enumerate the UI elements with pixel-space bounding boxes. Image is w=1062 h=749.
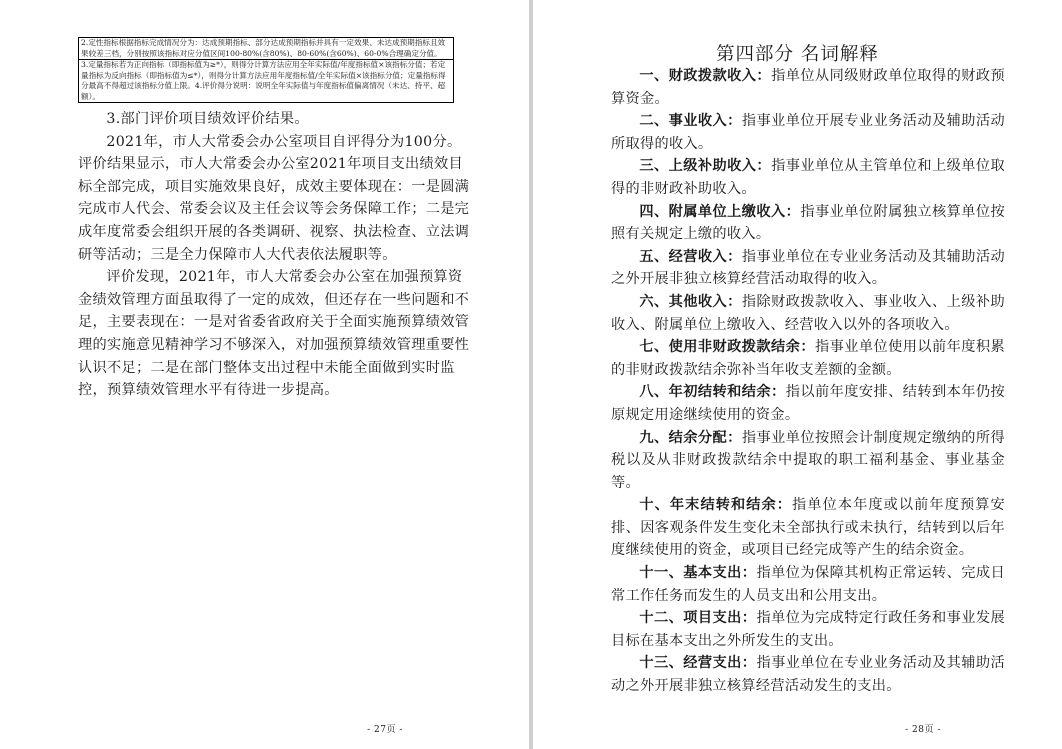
glossary-term: 十二、项目支出： [639, 610, 757, 627]
glossary-entry [611, 494, 1005, 562]
glossary-definition: 指事业单位按照会计制度规定缴纳的所得税以及从非财政拨款结余中提取的职工福利基金、事业基金等。 [611, 429, 1006, 491]
note-cell: 3.定量指标若为正向指标（即指标值为≥*），则得分计算方法应用全年实际值/年度指标值×该指标分值；若定量指标为反向指标（即指标值为≤*），则得分计算方法应用年度指标值/全年实际值×该指标分值；定量指标得分最高不得超过该指标分值上限。4.评价得分说明：说明全年实际值与年度指标值偏离情况（未达、持平、超额）。 [79, 59, 453, 102]
glossary-entry [611, 607, 1005, 652]
glossary-term: 二、事业收入： [639, 113, 742, 130]
paragraph: 评价发现，2021年，市人大常委会办公室在加强预算资金绩效管理方面虽取得了一定的成效，但还存在一些问题和不足，主要表现在：一是对省委省政府关于全面实施预算绩效管理的实施意见精神学习不够深入，对加强预算绩效管理重要性认识不足；二是在部门整体支出过程中未能全面做到实时监控，预算绩效管理水平有待进一步提高。 [78, 269, 470, 399]
glossary-definition: 指单位本年度或以前年度预算安排、因客观条件发生变化未全部执行或未执行，结转到以后年度继续使用的资金，或项目已经完成等产生的结余资金。 [611, 497, 1005, 559]
glossary-entry [611, 336, 1005, 381]
right-page [533, 0, 1062, 749]
glossary-definition: 指以前年度安排、结转到本年仍按原规定用途继续使用的资金。 [611, 384, 1005, 423]
glossary-definition: 指单位从同级财政单位取得的财政预算资金。 [611, 68, 1005, 107]
glossary-entry [611, 652, 1005, 697]
glossary-entry [611, 381, 1005, 426]
glossary-definition: 指事业单位开展专业业务活动及辅助活动所取得的收入。 [611, 113, 1006, 152]
glossary-term: 七、使用非财政拨款结余： [639, 339, 815, 356]
glossary-entry [611, 246, 1005, 291]
glossary-term: 四、附属单位上缴收入： [639, 203, 801, 220]
note-cell: 2.定性指标根据指标完成情况分为：达成预期指标、部分达成预期指标并具有一定效果、未达成预期指标且效果较差三档，分别按照该指标对应分值区间100-80%(含80%)、80-60%(含60%)、60-0%合理确定分值。 [81, 38, 446, 58]
glossary-entry [611, 155, 1005, 200]
glossary-definition: 指事业单位在专业业务活动及其辅助活动之外开展非独立核算经营活动取得的收入。 [611, 248, 1006, 288]
glossary-entry [611, 110, 1005, 155]
glossary-term: 五、经营收入： [639, 248, 742, 265]
page-number: - 28页 - [905, 725, 941, 735]
section-heading: 3.部门评价项目绩效评价结果。 [106, 111, 309, 127]
glossary-entry [611, 65, 1005, 110]
glossary-term: 十一、基本支出： [639, 565, 757, 582]
glossary-term: 一、财政拨款收入： [639, 68, 772, 84]
glossary-entry [611, 427, 1005, 495]
glossary [611, 65, 1005, 698]
part-title: 第四部分 名词解释 [716, 44, 879, 65]
glossary-definition: 指事业单位附属独立核算单位按照有关规定上缴的收入。 [611, 203, 1005, 243]
glossary-entry [611, 201, 1005, 246]
glossary-definition: 指事业单位使用以前年度积累的非财政拨款结余弥补当年收支差额的金额。 [611, 339, 1005, 378]
paragraph: 2021年，市人大常委会办公室项目自评得分为100分。评价结果显示，市人大常委会办公室2021年项目支出绩效目标全部完成，项目实施效果良好，成效主要体现在：一是圆满完成市人代会、常委会议及主任会议等会务保障工作；二是完成年度常委会组织开展的各类调研、视察、执法检查、立法调研等活动；三是全力保障市人大代表依法履职等。 [78, 133, 470, 263]
glossary-term: 三、上级补助收入： [639, 158, 772, 175]
glossary-term: 六、其他收入： [639, 293, 742, 310]
glossary-term: 十、年末结转和结余： [639, 497, 793, 514]
glossary-term: 八、年初结转和结余： [639, 384, 786, 401]
glossary-term: 九、结余分配： [639, 429, 742, 446]
glossary-definition: 指除财政拨款收入、事业收入、上级补助收入、附属单位上缴收入、经营收入以外的各项收入。 [611, 293, 1006, 333]
glossary-definition: 指单位为完成特定行政任务和事业发展目标在基本支出之外所发生的支出。 [611, 610, 1005, 649]
page-number: - 27页 - [367, 725, 403, 735]
glossary-entry [611, 562, 1005, 607]
left-page [0, 0, 529, 749]
glossary-definition: 指单位为保障其机构正常运转、完成日常工作任务而发生的人员支出和公用支出。 [611, 565, 1005, 604]
glossary-definition: 指事业单位从主管单位和上级单位取得的非财政补助收入。 [611, 158, 1005, 197]
glossary-definition: 指事业单位在专业业务活动及其辅助活动之外开展非独立核算经营活动发生的支出。 [611, 655, 1005, 695]
left-body-text [78, 108, 470, 402]
glossary-term: 十三、经营支出： [639, 655, 757, 672]
glossary-entry [611, 291, 1005, 336]
notes-box [78, 37, 454, 103]
